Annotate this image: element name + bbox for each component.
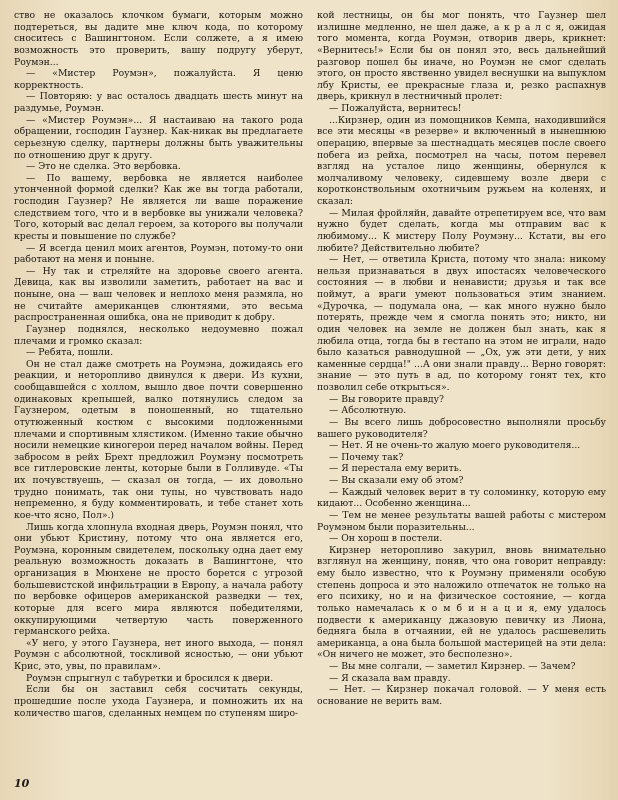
left-column-paragraph: — «Мистер Роумэн», пожалуйста. Я ценю корректность. — [14, 68, 303, 91]
left-column-paragraph: — Это не сделка. Это вербовка. — [26, 161, 181, 173]
text-columns — [14, 10, 606, 778]
left-column-paragraph: «У него, у этого Гаузнера, нет иного выхода, — понял Роумэн с абсолютной, тоскливой ясностью, — они убьют Крис, это, увы, по правилам». — [14, 637, 303, 672]
left-column-paragraph: Роумэн спрыгнул с табуретки и бросился к двери. — [26, 672, 274, 684]
right-column-paragraph: ...Кирзнер, один из помощников Кемпа, находившийся все эти месяцы «в резерве» и включенный в нынешнюю операцию, впервые за шестнадцать месяцев после своего побега из рейха, посмотрел на часы, потом перевел взгляд на усталое лицо женщины, обернулся к молчаливому человеку, сидевшему возле двери с коротконствольным охотничьим ружьем на коленях, и сказал: — [317, 114, 606, 207]
right-column-paragraph: — Вы сказали ему об этом? — [329, 475, 464, 486]
right-column-paragraph: — Абсолютную. — [329, 405, 407, 417]
right-column-paragraph: — Каждый человек верит в ту соломинку, которую ему кидают... Особенно женщина... — [317, 486, 606, 510]
right-column-paragraph: — Вы мне солгали, — заметил Кирзнер. — Зачем? — [329, 661, 576, 672]
right-column-paragraph: — Я сказала вам правду. — [329, 672, 451, 684]
right-column-paragraph: — Он хорош в постели. — [329, 533, 443, 545]
left-column-paragraph: ство не оказалось клочком бумаги, которым можно подтереться, вы дадите мне ключ кода, по которому сноситесь с Вашингтоном. Если солжете, а я имею возможность это проверить, вашу подругу уберут, Роумэн... — [14, 10, 303, 68]
left-column-paragraph: Если бы он заставил себя сосчитать секунды, прошедшие после ухода Гаузнера, и помножить их на количество шагов, сделанных немцем по ступеням широ- — [14, 684, 303, 719]
right-column-paragraph: — Нет, — ответила Криста, потому что знала: никому нельзя признаваться в двух ипостасях человеческого состояния — в любви и ненависти; друзья и так все поймут, а враги умеют пользоваться этим знанием. «Дурочка, — подумала она, — как много нужно было потерять, прежде чем я смогла понять это; никто, ни один человек на земле не должен был знать, как я любила отца, тогда бы в гестапо на этом не играли, надо было казаться равнодушной — „Ох, уж эти дети, у них каменные сердца!" ...А они знали правду... Верно говорят: знание — это путь в ад, по которому гонят тех, кто позволил себе открыться». — [317, 254, 606, 393]
left-column-paragraph: — «Мистер Роумэн»... Я настаиваю на такого рода обращении, господин Гаузнер. Как-никак вы предлагаете серьезную сделку, партнеры должны быть уважительны по отношению друг к другу. — [14, 114, 303, 161]
left-column-paragraph: — По вашему, вербовка не является наиболее утонченной формой сделки? Как же вы тогда работали, господин Гаузнер? Не является ли ваше поражение следствием того, что и в вербовке вы унижали человека? Того, который вас делал героем, за которого вы получали кресты и повышение по службе? — [14, 172, 303, 242]
right-column — [317, 10, 606, 778]
right-column-paragraph: — Я перестала ему верить. — [329, 463, 462, 475]
right-column-paragraph: — Нет. — Кирзнер покачал головой. — У меня есть основание не верить вам. — [317, 684, 606, 707]
page-number: 10 — [14, 777, 30, 790]
right-column-paragraph: — Почему так? — [329, 451, 404, 463]
right-column-paragraph: — Пожалуйста, вернитесь! — [329, 103, 462, 114]
left-column-paragraph: — Я всегда ценил моих агентов, Роумэн, потому-то они работают на меня и поныне. — [14, 242, 303, 266]
right-column-paragraph: — Тем не менее результаты вашей работы с мистером Роумэном были поразительны... — [317, 509, 606, 533]
left-column-paragraph: Он не стал даже смотреть на Роумэна, дожидаясь его реакции, и неторопливо двинулся к двери. Из кухни, сообщавшейся с холлом, вышло двое почти совершенно одинаковых крепышей, валко потянулись следом за Гаузнером, одетым в поношенный, но тщательно отутюженный костюм с высокими подложенными плечами и спортивным хлястиком. (Именно такие обычно носили немецкие киногерои перед началом войны. Перед забросом в рейх Брехт предложил Роумэну посмотреть все гитлеровские ленты, которые были в Голливуде. «Ты их почувствуешь, — сказал он тогда, — их довольно трудно понимать, так они тупы, но чувствовать надо непременно, я буду комментировать, и тебе станет хоть кое-что ясно, Пол».) — [14, 358, 303, 521]
right-column-paragraph: — Вы говорите правду? — [329, 393, 445, 405]
left-column-paragraph: Гаузнер поднялся, несколько недоумевно пожал плечами и громко сказал: — [14, 323, 303, 347]
left-column-paragraph: — Повторяю: у вас осталось двадцать шесть минут на раздумье, Роумэн. — [14, 91, 303, 114]
right-column-paragraph: — Нет. Я не очень-то жалую моего руководителя... — [329, 440, 581, 452]
left-column — [14, 10, 303, 778]
left-column-paragraph: — Ребята, пошли. — [26, 347, 114, 359]
right-column-paragraph: — Милая фройляйн, давайте отрепетируем все, что вам нужно будет сделать, когда мы отправим вас к любимому... К мистеру Полу Роумэну... Кстати, вы его любите? Действительно любите? — [317, 207, 606, 254]
right-column-paragraph: — Вы всего лишь добросовестно выполняли просьбу вашего руководителя? — [317, 416, 606, 440]
left-column-paragraph: — Ну так и стреляйте на здоровье своего агента. Девица, как вы изволили заметить, работает на вас и поныне, она — ваш человек и неплохо меня размяла, но не считайте американцев слюнтяями, это весьма распространенная ошибка, она не приводит к добру. — [14, 265, 303, 324]
right-column-paragraph: Кирзнер неторопливо закурил, вновь внимательно взглянул на женщину, поняв, что она говорит неправду: ему было известно, что к Роумэну применяли особую степень допроса и это наложило отпечаток не только на его психику, но и на физическое состояние, — когда только намечалась к о м б и н а ц и я, ему удалось подвести к американцу джазовую певичку из Лиона, бедняга была в отчаянии, ей не удалось расшевелить американца, а она была большой мастерицей на эти дела: «Он ничего не может, это бесполезно». — [317, 544, 606, 661]
right-column-paragraph: кой лестницы, он бы мог понять, что Гаузнер шел излишне медленно, не шел даже, а к р а л с я, ожидая того момента, когда Роумэн, отворив дверь, крикнет: «Вернитесь!» Если бы он понял это, весь дальнейший разговор пошел бы иначе, но Роумэн не смог сделать этого, он просто явственно увидел веснушки на выпуклом лбу Кристы, ее прекрасные глаза и, резко распахнув дверь, крикнул в лестничный пролет: — [317, 10, 606, 103]
left-column-paragraph: Лишь когда хлопнула входная дверь, Роумэн понял, что они убьют Кристину, потому что она является его, Роумэна, коронным свидетелем, поскольку одна дает ему реальную возможность доказать в Вашингтоне, что организация в Мюнхене не просто борется с угрозой большевистской инфильтрации в Европу, а начала работу по вербовке офицеров американской разведки — тех, которые для всего мира являются победителями, оккупирующими четвертую часть поверженного германского рейха. — [14, 521, 303, 638]
